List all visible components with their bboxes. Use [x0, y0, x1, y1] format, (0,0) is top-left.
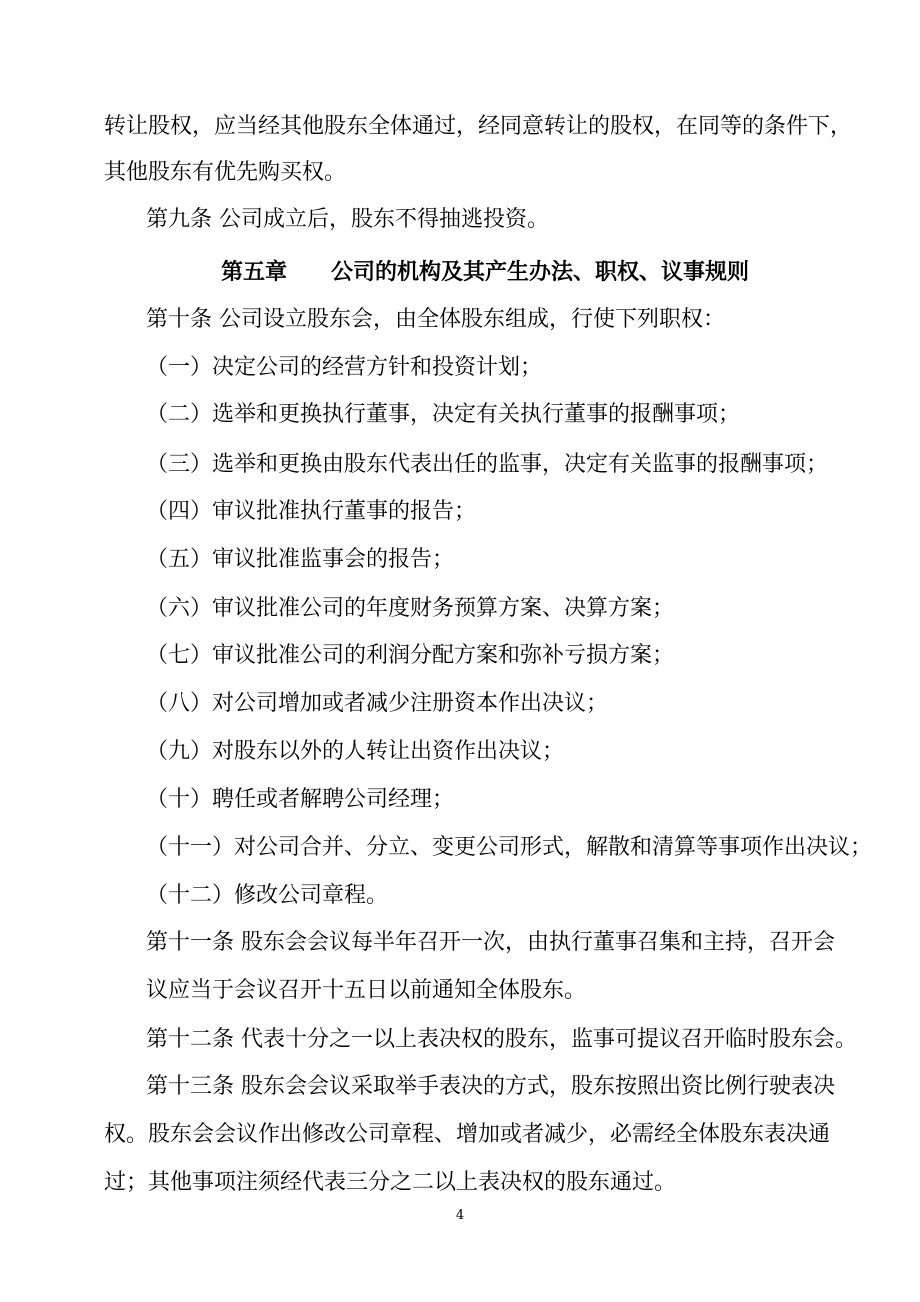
article-11: 第十一条 股东会会议每半年召开一次，由执行董事召集和主持，召开会 [146, 930, 835, 955]
paragraph-line: 权。股东会会议作出修改公司章程、增加或者减少，必需经全体股东表决通 [104, 1122, 831, 1147]
article-13: 第十三条 股东会会议采取举手表决的方式，股东按照出资比例行驶表决 [146, 1074, 835, 1099]
list-item: （十）聘任或者解聘公司经理； [146, 787, 455, 812]
paragraph-line: 议应当于会议召开十五日以前通知全体股东。 [146, 978, 587, 1003]
paragraph-line: 转让股权，应当经其他股东全体通过，经同意转让的股权，在同等的条件下， [104, 114, 853, 139]
article-12: 第十二条 代表十分之一以上表决权的股东，监事可提议召开临时股东会。 [146, 1027, 857, 1052]
paragraph-line: 过；其他事项注须经代表三分之二以上表决权的股东通过。 [104, 1170, 677, 1195]
list-item: （七）审议批准公司的利润分配方案和弥补亏损方案； [146, 643, 675, 668]
page-number: 4 [455, 1208, 465, 1223]
list-item: （十一）对公司合并、分立、变更公司形式，解散和清算等事项作出决议； [146, 835, 873, 860]
list-item: （四）审议批准执行董事的报告； [146, 499, 477, 524]
chapter-title: 公司的机构及其产生办法、职权、议事规则 [331, 259, 750, 285]
article-10: 第十条 公司设立股东会，由全体股东组成，行使下列职权： [146, 307, 725, 332]
chapter-number: 第五章 [221, 259, 288, 285]
list-item: （三）选举和更换由股东代表出任的监事，决定有关监事的报酬事项； [146, 452, 829, 477]
list-item: （一）决定公司的经营方针和投资计划； [146, 355, 543, 380]
article-9: 第九条 公司成立后，股东不得抽逃投资。 [146, 207, 549, 232]
list-item: （八）对公司增加或者减少注册资本作出决议； [146, 691, 609, 716]
list-item: （五）审议批准监事会的报告； [146, 547, 455, 572]
list-item: （九）对股东以外的人转让出资作出决议； [146, 739, 565, 764]
chapter-heading [221, 257, 749, 287]
list-item: （二）选举和更换执行董事，决定有关执行董事的报酬事项； [146, 402, 741, 427]
list-item: （六）审议批准公司的年度财务预算方案、决算方案； [146, 596, 675, 621]
list-item: （十二）修改公司章程。 [146, 883, 389, 908]
paragraph-line: 其他股东有优先购买权。 [104, 160, 347, 185]
